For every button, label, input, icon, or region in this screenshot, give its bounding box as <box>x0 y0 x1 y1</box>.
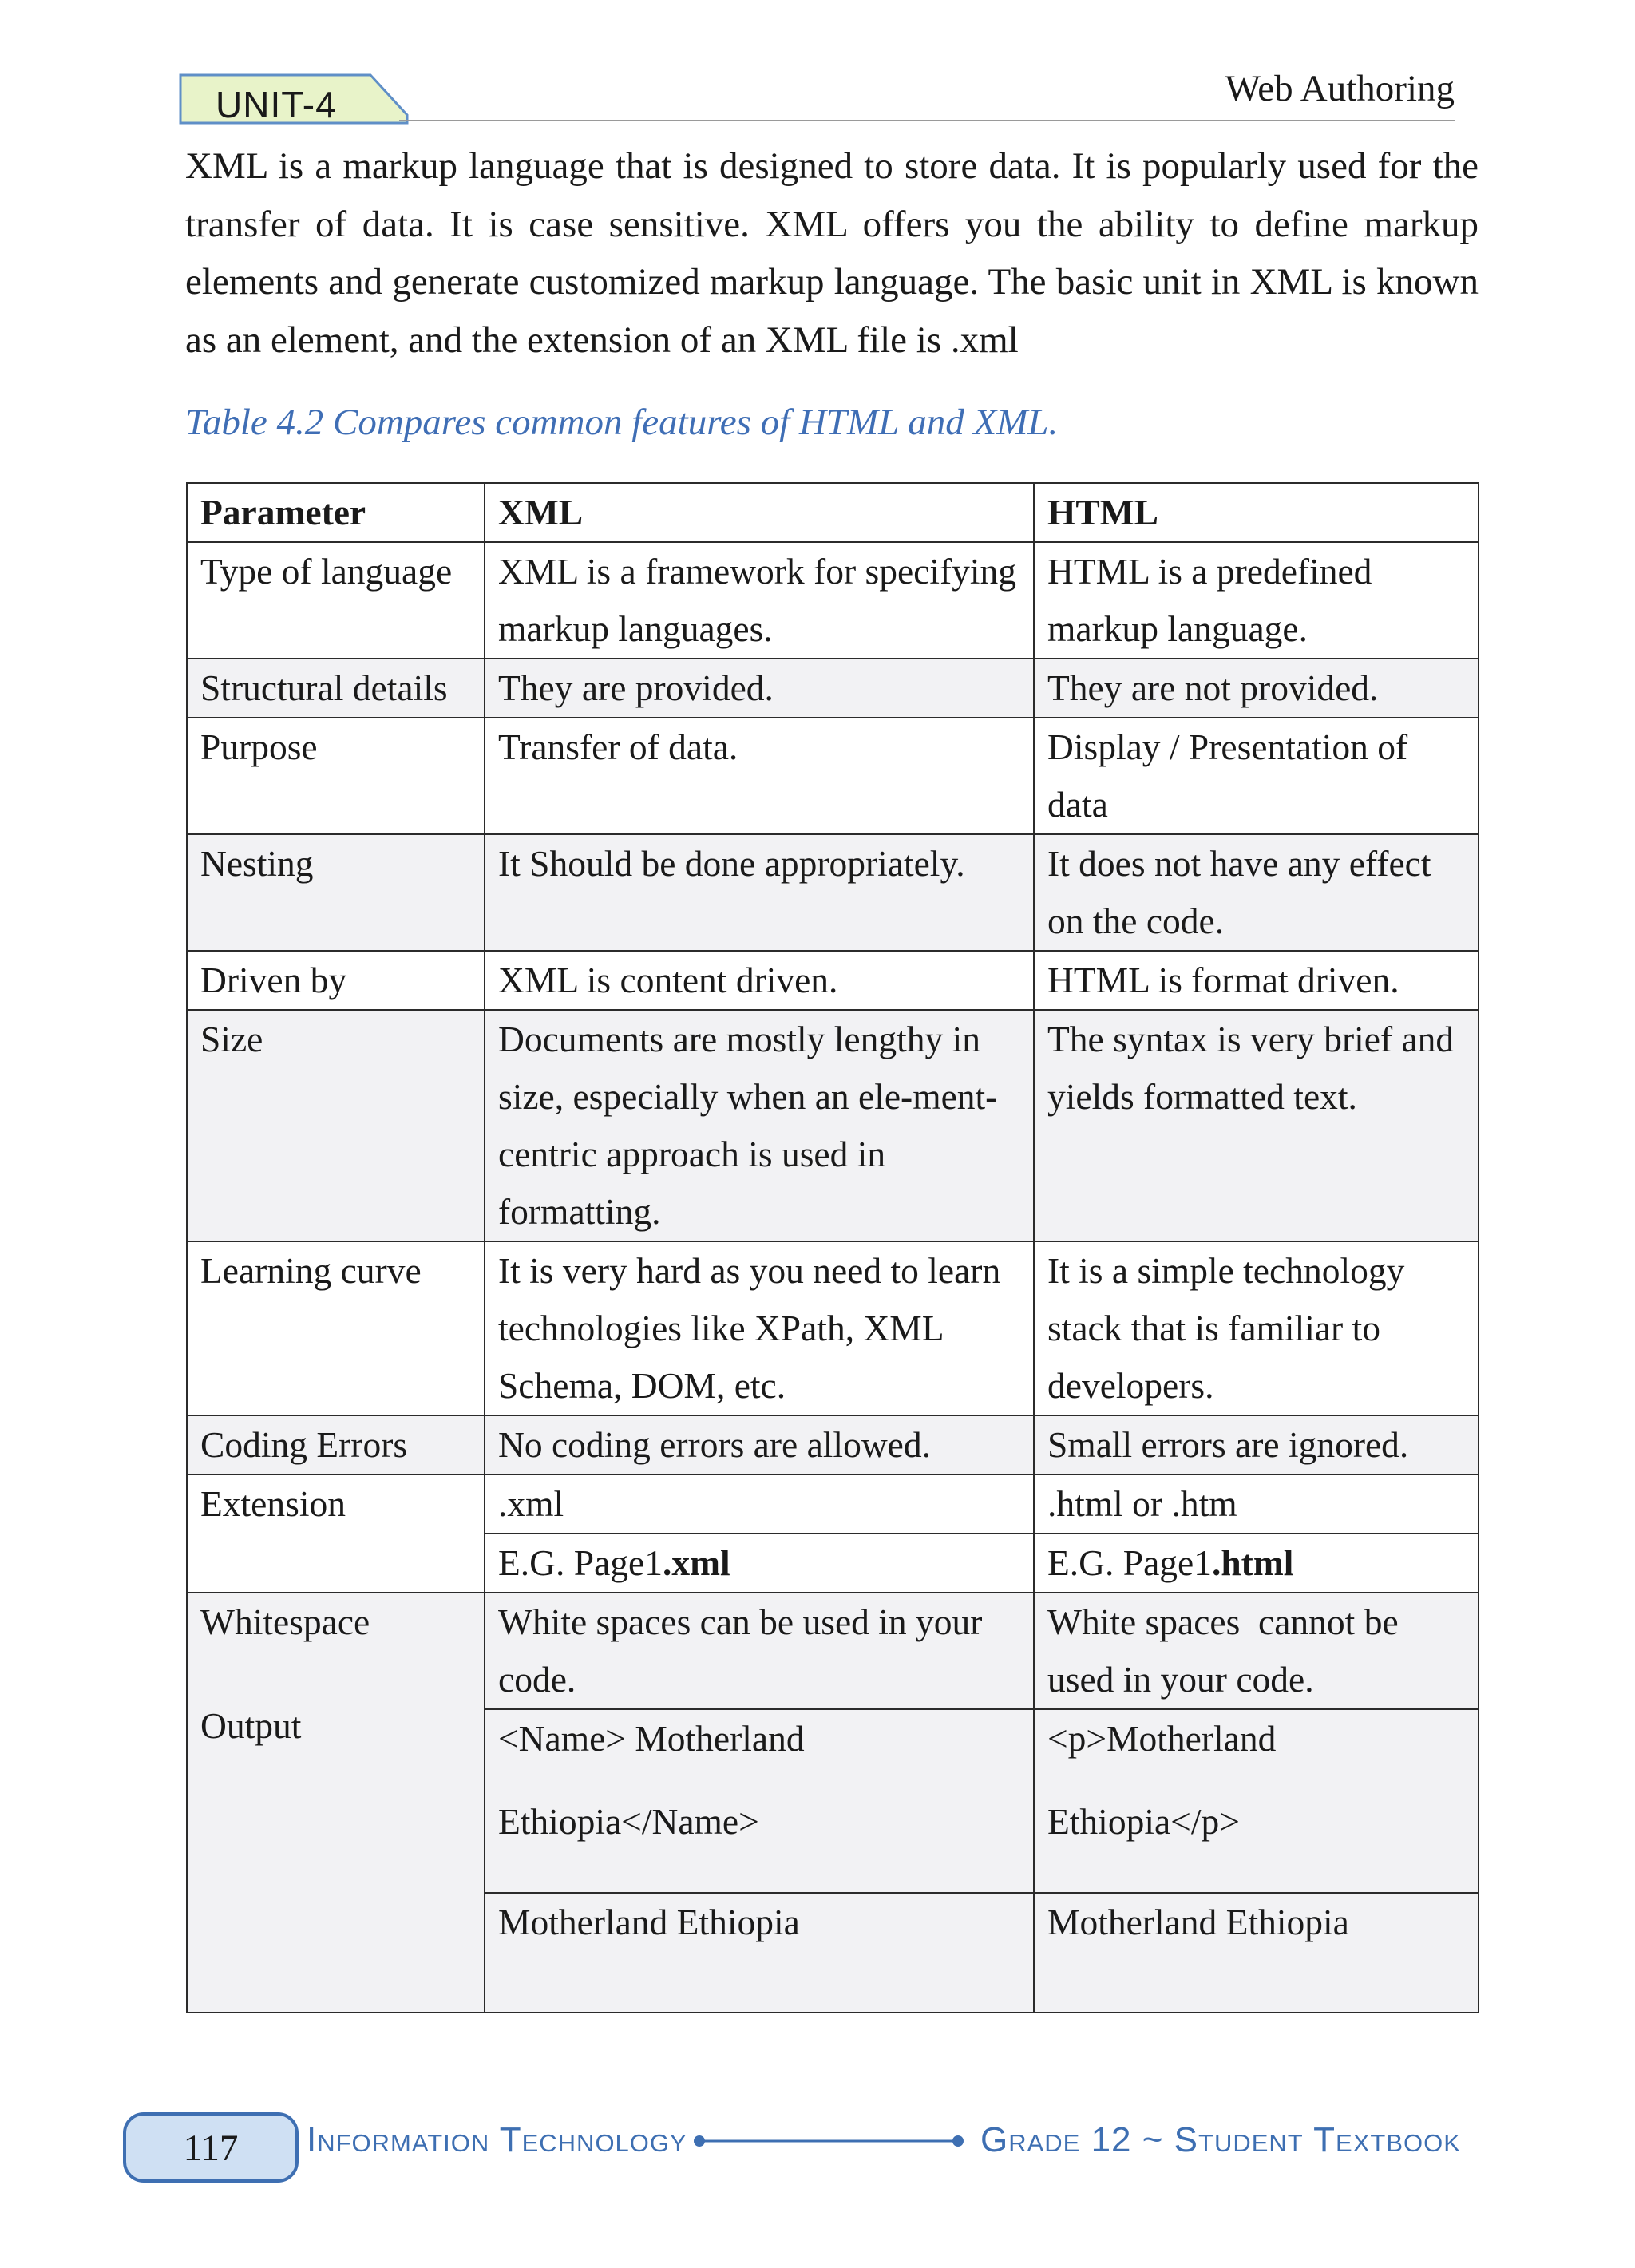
table-caption: Table 4.2 Compares common features of HTML and XML. <box>185 402 1059 443</box>
html-cell: HTML is format driven. <box>1034 951 1479 1010</box>
table-row <box>187 834 1479 951</box>
header-divider <box>399 120 1455 121</box>
html-cell: It does not have any effect on the code. <box>1034 834 1479 951</box>
header-xml: XML <box>485 483 1034 542</box>
unit-tab <box>179 73 410 125</box>
param-cell: Driven by <box>187 951 485 1010</box>
unit-label: UNIT-4 <box>216 84 337 125</box>
table-row <box>187 1415 1479 1474</box>
html-cell: They are not provided. <box>1034 659 1479 718</box>
footer-grade: Grade 12 ~ Student Textbook <box>980 2120 1461 2159</box>
html-example-cell <box>1034 1534 1479 1593</box>
param-cell-whitespace-output <box>187 1593 485 2013</box>
xml-output-cell: Motherland Ethiopia <box>485 1893 1034 2013</box>
param-cell: Structural details <box>187 659 485 718</box>
page-number: 117 <box>183 2127 239 2169</box>
param-cell: Size <box>187 1010 485 1241</box>
html-cell: White spaces cannot be used in your code. <box>1034 1593 1479 1709</box>
comparison-table <box>186 482 1479 2013</box>
intro-paragraph: XML is a markup language that is designed to store data. It is popularly used for the transfer of data. It is case sensitive. XML offers you the ability to define markup elements and generate customized markup language. The basic unit in XML is known as an element, and the extension of an XML file is .xml <box>185 145 1479 361</box>
table-row <box>187 951 1479 1010</box>
param-cell: Extension <box>187 1474 485 1593</box>
table-row <box>187 1010 1479 1241</box>
footer-connector-line <box>693 2133 964 2149</box>
html-code-line: <p>Motherland <box>1047 1718 1277 1759</box>
html-example-prefix: E.G. Page1 <box>1047 1542 1212 1583</box>
html-output-cell: Motherland Ethiopia <box>1034 1893 1479 2013</box>
xml-code-line: Ethiopia</Name> <box>498 1801 759 1842</box>
xml-cell: They are provided. <box>485 659 1034 718</box>
param-cell: Type of language <box>187 542 485 659</box>
xml-cell: XML is content driven. <box>485 951 1034 1010</box>
header-parameter: Parameter <box>187 483 485 542</box>
xml-example-ext: .xml <box>662 1542 730 1583</box>
param-cell: Purpose <box>187 718 485 834</box>
table-row-whitespace <box>187 1593 1479 1709</box>
table-row <box>187 1241 1479 1415</box>
table-header-row <box>187 483 1479 542</box>
running-title: Web Authoring <box>1225 68 1455 109</box>
output-label: Output <box>200 1705 302 1746</box>
param-cell: Coding Errors <box>187 1415 485 1474</box>
table-row <box>187 542 1479 659</box>
xml-cell: No coding errors are allowed. <box>485 1415 1034 1474</box>
html-cell: .html or .htm <box>1034 1474 1479 1534</box>
html-cell: It is a simple technology stack that is familiar to developers. <box>1034 1241 1479 1415</box>
html-cell: HTML is a predefined markup language. <box>1034 542 1479 659</box>
html-code-cell <box>1034 1709 1479 1893</box>
table-row <box>187 718 1479 834</box>
param-cell: Nesting <box>187 834 485 951</box>
footer-subject: Information Technology <box>307 2120 687 2159</box>
whitespace-label: Whitespace <box>200 1601 370 1642</box>
xml-example-cell <box>485 1534 1034 1593</box>
html-code-line: Ethiopia</p> <box>1047 1801 1240 1842</box>
xml-code-cell <box>485 1709 1034 1893</box>
table-row-extension <box>187 1474 1479 1534</box>
xml-example-prefix: E.G. Page1 <box>498 1542 663 1583</box>
xml-cell: It Should be done appropriately. <box>485 834 1034 951</box>
table-row <box>187 659 1479 718</box>
header-html: HTML <box>1034 483 1479 542</box>
xml-cell: Documents are mostly lengthy in size, especially when an ele-ment-centric approach is used in formatting. <box>485 1010 1034 1241</box>
xml-cell: .xml <box>485 1474 1034 1534</box>
xml-cell: XML is a framework for specifying markup languages. <box>485 542 1034 659</box>
html-cell: Display / Presentation of data <box>1034 718 1479 834</box>
html-cell: Small errors are ignored. <box>1034 1415 1479 1474</box>
xml-cell: It is very hard as you need to learn technologies like XPath, XML Schema, DOM, etc. <box>485 1241 1034 1415</box>
xml-cell: White spaces can be used in your code. <box>485 1593 1034 1709</box>
html-example-ext: .html <box>1211 1542 1294 1583</box>
xml-cell: Transfer of data. <box>485 718 1034 834</box>
xml-code-line: <Name> Motherland <box>498 1718 805 1759</box>
page-number-badge <box>123 2112 299 2183</box>
html-cell: The syntax is very brief and yields formatted text. <box>1034 1010 1479 1241</box>
param-cell: Learning curve <box>187 1241 485 1415</box>
